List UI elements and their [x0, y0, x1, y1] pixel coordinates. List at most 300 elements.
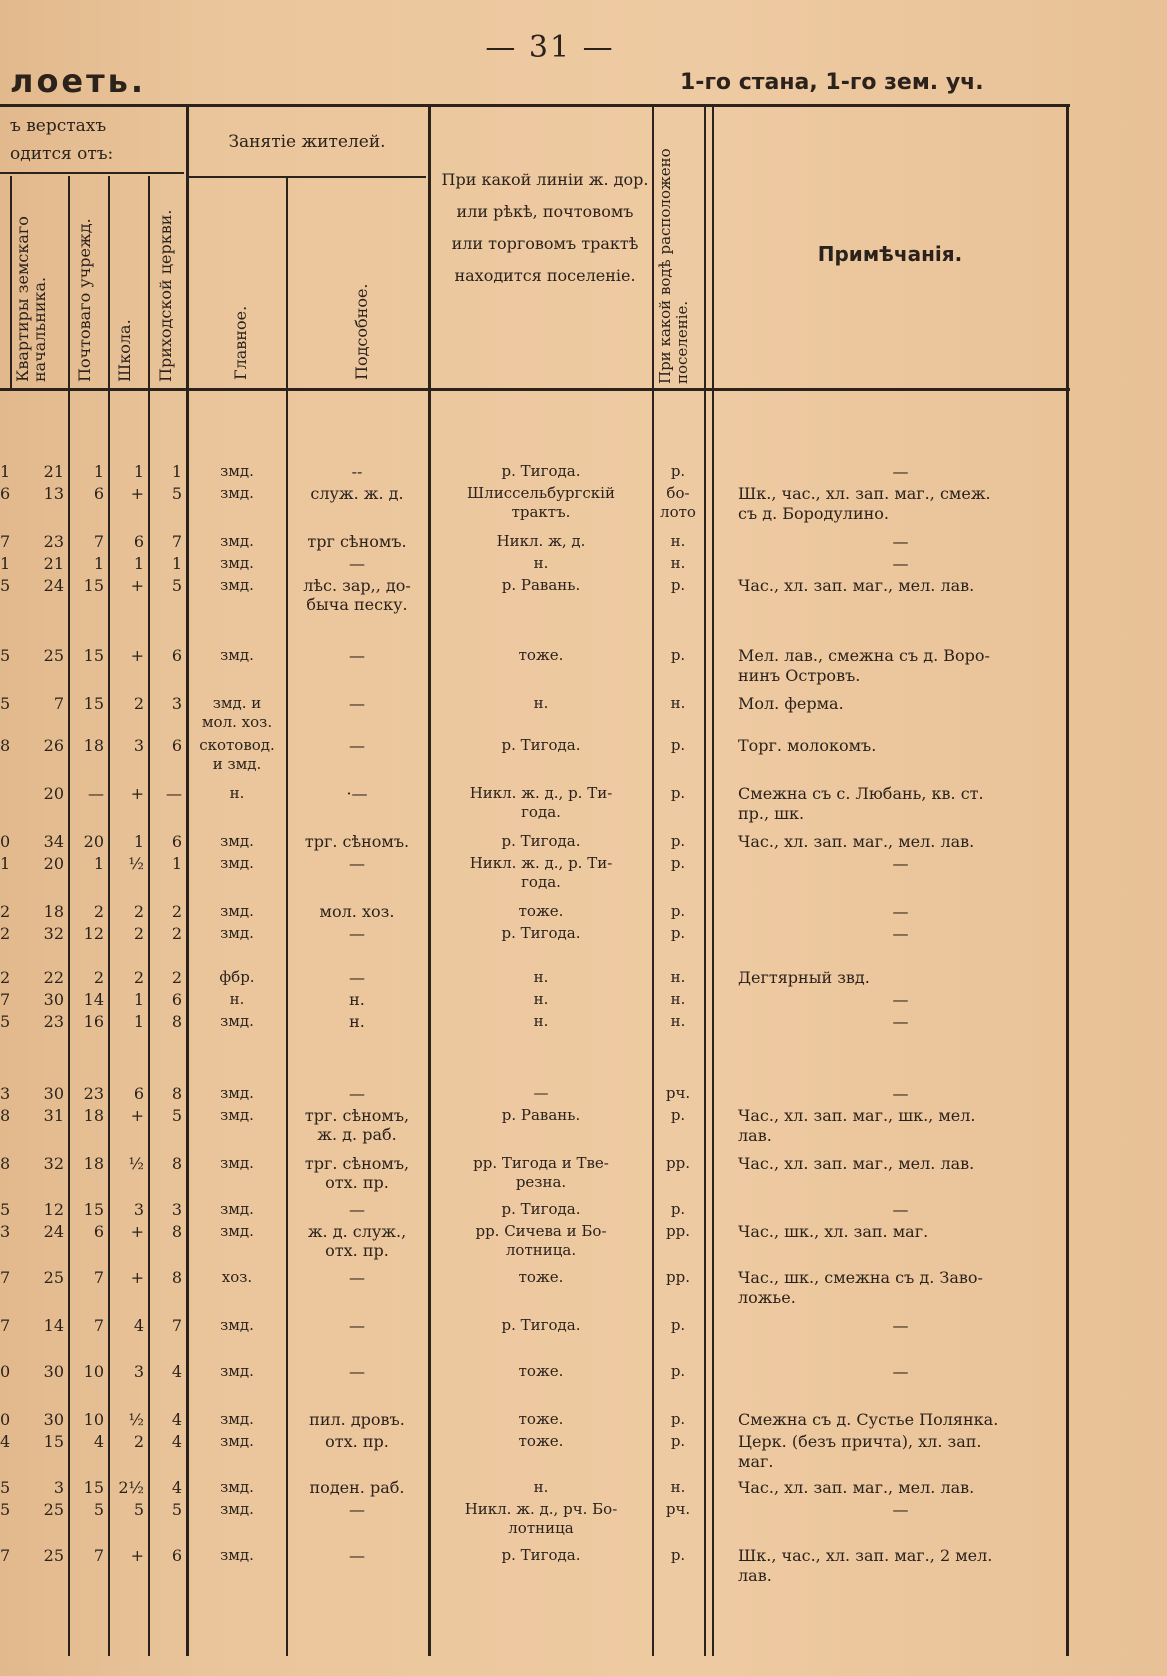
margin-cell: 2 [0, 924, 11, 943]
d1-cell: 26 [43, 736, 64, 755]
occupation-sub-cell: — [349, 1500, 365, 1519]
d4-cell: 4 [171, 1478, 182, 1497]
margin-cell: 7 [0, 532, 11, 551]
margin-cell: 5 [0, 694, 11, 713]
d3-cell: 2 [133, 924, 144, 943]
d1-cell: 25 [43, 646, 64, 665]
col-rule [712, 104, 714, 1656]
d1-cell: 32 [43, 1154, 64, 1173]
notes-cell: — [892, 532, 909, 551]
route-cell: н. [533, 1478, 549, 1496]
occupation-main-cell: змд. [220, 924, 254, 942]
route-cell: р. Тигода. [501, 736, 581, 754]
notes-cell: Шк., час., хл. зап. маг., смеж. съ д. Бородулино. [738, 484, 991, 523]
d4-cell: 7 [171, 532, 182, 551]
distance-group-header: ъ верстахъ одится отъ: [10, 116, 114, 164]
d1-cell: 30 [43, 1084, 64, 1103]
d3-cell: 6 [133, 1084, 144, 1103]
left-title: лоеть. [10, 62, 147, 100]
occupation-sub-cell: лѣс. зар,, до- быча песку. [303, 576, 411, 614]
notes-cell: Мел. лав., смежна съ д. Воро- нинъ Островъ. [738, 646, 990, 685]
d3-cell: 3 [133, 1200, 144, 1219]
d4-cell: 6 [171, 646, 182, 665]
notes-column-header: Примѣчанія. [817, 242, 963, 266]
occupation-sub-cell: — [349, 1200, 365, 1219]
d2-cell: 6 [93, 1222, 104, 1241]
d2-cell: 23 [83, 1084, 104, 1103]
water-cell: н. [670, 990, 686, 1008]
notes-cell: Смежна съ с. Любань, кв. ст. пр., шк. [738, 784, 984, 823]
notes-cell: Церк. (безъ причта), хл. зап. маг. [738, 1432, 982, 1471]
d2-cell: 15 [83, 646, 104, 665]
d3-cell: 2 [133, 694, 144, 713]
margin-cell: 5 [0, 1500, 11, 1519]
route-cell: Никл. ж, д. [496, 532, 586, 550]
margin-cell: 5 [0, 1012, 11, 1031]
d3-cell: ½ [128, 1410, 144, 1429]
margin-cell: 5 [0, 646, 11, 665]
d3-cell: 2 [133, 968, 144, 987]
route-cell: — [533, 1084, 549, 1102]
d3-cell: 5 [133, 1500, 144, 1519]
route-cell: н. [533, 1012, 549, 1030]
d3-cell: 1 [133, 462, 144, 481]
occupation-sub-cell: — [349, 1268, 365, 1287]
water-cell: р. [670, 646, 686, 664]
d4-cell: 1 [171, 554, 182, 573]
col-rule [428, 104, 431, 1656]
occupation-main-cell: змд. [220, 1106, 254, 1124]
notes-cell: — [892, 990, 909, 1009]
notes-cell: Час., хл. зап. маг., мел. лав. [738, 576, 975, 595]
d2-cell: 15 [83, 1478, 104, 1497]
route-cell: р. Тигода. [501, 1200, 581, 1218]
route-cell: Никл. ж. д., р. Ти- года. [469, 854, 613, 891]
notes-cell: — [892, 1012, 909, 1031]
route-cell: тоже. [518, 1410, 564, 1428]
occupation-sub-cell: трг. сѣномъ. [304, 832, 410, 851]
margin-cell: 5 [0, 1478, 11, 1497]
margin-cell: 2 [0, 902, 11, 921]
d3-cell: 2 [133, 902, 144, 921]
d3-cell: 1 [133, 832, 144, 851]
d1-cell: 25 [43, 1546, 64, 1565]
occupation-main-cell: змд. [220, 576, 254, 594]
route-cell: тоже. [518, 902, 564, 920]
margin-cell: 8 [0, 1154, 11, 1173]
margin-cell: 0 [0, 1362, 11, 1381]
occupation-main-cell: змд. [220, 1500, 254, 1518]
d3-cell: + [130, 1106, 144, 1125]
occupation-sub-cell: н. [349, 990, 365, 1009]
d3-cell: + [130, 784, 144, 803]
occupation-sub-cell: поден. раб. [309, 1478, 405, 1497]
d3-cell: + [130, 484, 144, 503]
d3-cell: + [130, 646, 144, 665]
d2-cell: 1 [93, 554, 104, 573]
d1-cell: 34 [43, 832, 64, 851]
notes-cell: Дегтярный звд. [738, 968, 870, 987]
water-cell: р. [670, 1200, 686, 1218]
d2-cell: 7 [93, 1316, 104, 1335]
notes-cell: — [892, 1362, 909, 1381]
notes-cell: Шк., час., хл. зап. маг., 2 мел. лав. [738, 1546, 993, 1585]
d4-cell: 4 [171, 1432, 182, 1451]
occupation-sub-cell: — [349, 736, 365, 755]
d1-cell: 21 [43, 462, 64, 481]
occupation-main-cell: скотовод. и змд. [199, 736, 275, 773]
occupation-main-cell: змд. [220, 1362, 254, 1380]
water-cell: р. [670, 1546, 686, 1564]
margin-cell: 3 [0, 1222, 11, 1241]
occupation-group-header: Занятіе жителей. [228, 132, 386, 152]
water-cell: н. [670, 1478, 686, 1496]
margin-cell: 5 [0, 576, 11, 595]
route-cell: Никл. ж. д., рч. Бо- лотница [464, 1500, 618, 1537]
route-cell: н. [533, 694, 549, 712]
margin-cell: 6 [0, 484, 11, 503]
occupation-sub-cell: мол. хоз. [319, 902, 395, 921]
d4-cell: 2 [171, 924, 182, 943]
d1-cell: 3 [53, 1478, 64, 1497]
notes-cell: Час., шк., хл. зап. маг. [738, 1222, 929, 1241]
col-rule [10, 176, 12, 388]
water-cell: р. [670, 462, 686, 480]
d2-cell: 15 [83, 694, 104, 713]
occupation-main-cell: змд. [220, 1546, 254, 1564]
margin-cell: 0 [0, 832, 11, 851]
water-cell: рч. [665, 1084, 691, 1102]
col-rule [1066, 104, 1069, 1656]
notes-cell: — [892, 1200, 909, 1219]
occupation-main-cell: змд. [220, 1154, 254, 1172]
d3-cell: 1 [133, 554, 144, 573]
d3-cell: 1 [133, 1012, 144, 1031]
d2-cell: 7 [93, 1268, 104, 1287]
d2-cell: 2 [93, 902, 104, 921]
occupation-main-cell: змд. [220, 1012, 254, 1030]
d4-cell: 8 [171, 1268, 182, 1287]
route-cell: н. [533, 990, 549, 1008]
water-cell: р. [670, 1316, 686, 1334]
d1-header: Квартиры земскаго начальника. [13, 216, 49, 382]
notes-cell: Час., хл. зап. маг., мел. лав. [738, 832, 975, 851]
occupation-main-cell: змд. [220, 462, 254, 480]
d4-cell: 8 [171, 1222, 182, 1241]
right-title: 1-го стана, 1-го зем. уч. [680, 70, 984, 95]
occupation-main-cell: змд. [220, 554, 254, 572]
route-cell: р. Тигода. [501, 1316, 581, 1334]
occupation-sub-cell: — [349, 554, 365, 573]
col-rule [186, 104, 189, 1656]
water-cell: н. [670, 554, 686, 572]
occupation-main-cell: змд. [220, 1200, 254, 1218]
d4-cell: 6 [171, 736, 182, 755]
water-cell: рч. [665, 1500, 691, 1518]
d1-cell: 31 [43, 1106, 64, 1125]
group-rule-occupation [188, 176, 426, 178]
occupation-sub-cell: — [349, 924, 365, 943]
occupation-sub-cell: н. [349, 1012, 365, 1031]
d2-cell: 6 [93, 484, 104, 503]
margin-cell: 7 [0, 990, 11, 1009]
d1-cell: 23 [43, 1012, 64, 1031]
page-number: — 31 — [485, 30, 615, 65]
d3-cell: 2½ [118, 1478, 144, 1497]
d3-cell: 2 [133, 1432, 144, 1451]
top-rule [0, 104, 1070, 107]
water-cell: н. [670, 1012, 686, 1030]
occupation-main-cell: змд. [220, 532, 254, 550]
d2-header: Почтоваго учрежд. [75, 218, 94, 382]
d4-cell: 6 [171, 990, 182, 1009]
d1-cell: 24 [43, 576, 64, 595]
route-cell: н. [533, 968, 549, 986]
d2-cell: 14 [83, 990, 104, 1009]
d1-cell: 7 [53, 694, 64, 713]
notes-cell: Мол. ферма. [738, 694, 844, 713]
margin-cell: 1 [0, 462, 11, 481]
d4-cell: 8 [171, 1084, 182, 1103]
d3-cell: 6 [133, 532, 144, 551]
d4-cell: 8 [171, 1154, 182, 1173]
d4-cell: 8 [171, 1012, 182, 1031]
d4-header: Приходской церкви. [156, 209, 175, 382]
margin-cell: 7 [0, 1316, 11, 1335]
d2-cell: 18 [83, 1106, 104, 1125]
water-cell: н. [670, 694, 686, 712]
occupation-main-cell: змд. [220, 854, 254, 872]
route-cell: р. Тигода. [501, 462, 581, 480]
water-cell: рр. [666, 1154, 690, 1172]
water-cell: рр. [666, 1222, 690, 1240]
occupation-main-cell: змд. [220, 832, 254, 850]
water-cell: р. [670, 1362, 686, 1380]
d1-cell: 30 [43, 990, 64, 1009]
occupation-main-cell: хоз. [221, 1268, 253, 1286]
d2-cell: 16 [83, 1012, 104, 1031]
d3-cell: 3 [133, 736, 144, 755]
water-cell: н. [670, 968, 686, 986]
water-cell: р. [670, 832, 686, 850]
notes-cell: Час., хл. зап. маг., мел. лав. [738, 1154, 975, 1173]
group-rule-distance [0, 172, 184, 174]
d2-cell: 7 [93, 532, 104, 551]
d1-cell: 18 [43, 902, 64, 921]
notes-cell: — [892, 462, 909, 481]
d4-cell: 5 [171, 576, 182, 595]
d2-cell: 15 [83, 576, 104, 595]
d4-cell: 4 [171, 1362, 182, 1381]
water-header: При какой водѣ расположено поселеніе. [656, 148, 691, 384]
route-cell: тоже. [518, 1432, 564, 1450]
d1-cell: 13 [43, 484, 64, 503]
d1-cell: 12 [43, 1200, 64, 1219]
d4-cell: 5 [171, 1500, 182, 1519]
d2-cell: 1 [93, 854, 104, 873]
d1-cell: 24 [43, 1222, 64, 1241]
occupation-sub-cell: трг. сѣномъ, отх. пр. [304, 1154, 410, 1192]
d3-cell: + [130, 576, 144, 595]
d3-header: Школа. [115, 319, 134, 382]
route-cell: Шлиссельбургскій трактъ. [467, 484, 615, 521]
notes-cell: Смежна съ д. Сустье Полянка. [738, 1410, 999, 1429]
occupation-main-cell: фбр. [219, 968, 255, 986]
d4-cell: 1 [171, 854, 182, 873]
d4-cell: 5 [171, 1106, 182, 1125]
margin-cell: 7 [0, 1546, 11, 1565]
occupation-sub-cell: трг. сѣномъ, ж. д. раб. [304, 1106, 410, 1144]
d4-cell: 6 [171, 832, 182, 851]
route-cell: н. [533, 554, 549, 572]
d1-cell: 30 [43, 1410, 64, 1429]
occupation-sub-cell: — [349, 646, 365, 665]
occupation-sub-cell: ·— [346, 784, 368, 803]
d2-cell: 4 [93, 1432, 104, 1451]
occupation-sub-cell: — [349, 694, 365, 713]
margin-cell: 8 [0, 1106, 11, 1125]
occupation-sub-cell: — [349, 1546, 365, 1565]
d1-cell: 23 [43, 532, 64, 551]
d2-cell: 10 [83, 1362, 104, 1381]
notes-cell: — [892, 1084, 909, 1103]
margin-cell: 1 [0, 854, 11, 873]
margin-cell: 7 [0, 1268, 11, 1287]
margin-cell: 2 [0, 968, 11, 987]
occupation-main-cell: змд. [220, 484, 254, 502]
d4-cell: 5 [171, 484, 182, 503]
d3-cell: ½ [128, 1154, 144, 1173]
notes-cell: — [892, 554, 909, 573]
occupation-sub-cell: отх. пр. [325, 1432, 389, 1451]
notes-cell: — [892, 1316, 909, 1335]
route-cell: р. Тигода. [501, 924, 581, 942]
notes-cell: — [892, 1500, 909, 1519]
route-cell: рр. Тигода и Тве- резна. [473, 1154, 609, 1191]
d3-cell: ½ [128, 854, 144, 873]
water-cell: р. [670, 854, 686, 872]
occupation-main-cell: змд. [220, 646, 254, 664]
occupation-main-cell: н. [229, 990, 245, 1008]
d2-cell: 18 [83, 1154, 104, 1173]
occupation-sub-cell: — [349, 1362, 365, 1381]
d2-cell: 7 [93, 1546, 104, 1565]
notes-cell: — [892, 854, 909, 873]
occupation-sub-cell: служ. ж. д. [310, 484, 404, 503]
route-cell: рр. Сичева и Бо- лотница. [475, 1222, 607, 1259]
water-cell: р. [670, 1432, 686, 1450]
margin-cell: 3 [0, 1084, 11, 1103]
d2-cell: — [88, 784, 104, 803]
occupation-main-cell: змд. [220, 1222, 254, 1240]
col-rule [704, 104, 706, 1656]
d3-cell: + [130, 1546, 144, 1565]
route-cell: тоже. [518, 1268, 564, 1286]
d3-cell: + [130, 1268, 144, 1287]
header-bottom-rule [0, 388, 1070, 391]
notes-cell: Час., хл. зап. маг., шк., мел. лав. [738, 1106, 976, 1145]
occupation-sub-cell: ж. д. служ., отх. пр. [307, 1222, 407, 1260]
d4-cell: — [166, 784, 182, 803]
d4-cell: 6 [171, 1546, 182, 1565]
d1-cell: 25 [43, 1500, 64, 1519]
d2-cell: 2 [93, 968, 104, 987]
margin-cell: 0 [0, 1410, 11, 1429]
water-cell: р. [670, 1410, 686, 1428]
occupation-main-cell: змд. [220, 902, 254, 920]
water-cell: р. [670, 924, 686, 942]
d2-cell: 1 [93, 462, 104, 481]
occupation-main-cell: змд. [220, 1084, 254, 1102]
route-cell: р. Тигода. [501, 832, 581, 850]
notes-cell: — [892, 902, 909, 921]
occupation-sub-cell: пил. дровъ. [309, 1410, 405, 1429]
d2-cell: 18 [83, 736, 104, 755]
route-cell: р. Равань. [501, 576, 581, 594]
d1-cell: 14 [43, 1316, 64, 1335]
notes-cell: Час., хл. зап. маг., мел. лав. [738, 1478, 975, 1497]
route-cell: Никл. ж. д., р. Ти- года. [469, 784, 613, 821]
d4-cell: 3 [171, 1200, 182, 1219]
occ-main-header: Главное. [231, 305, 250, 380]
d4-cell: 2 [171, 968, 182, 987]
d3-cell: 1 [133, 990, 144, 1009]
occupation-main-cell: н. [229, 784, 245, 802]
d4-cell: 3 [171, 694, 182, 713]
d1-cell: 30 [43, 1362, 64, 1381]
water-cell: р. [670, 902, 686, 920]
margin-cell: 5 [0, 1200, 11, 1219]
d4-cell: 7 [171, 1316, 182, 1335]
d3-cell: 4 [133, 1316, 144, 1335]
water-cell: р. [670, 784, 686, 802]
margin-cell: 8 [0, 736, 11, 755]
d4-cell: 4 [171, 1410, 182, 1429]
d1-cell: 25 [43, 1268, 64, 1287]
occupation-sub-cell: трг сѣномъ. [307, 532, 407, 551]
route-column-header: При какой линіи ж. дор. или рѣкѣ, почтовомъ или торговомъ трактѣ находится поселеніе. [441, 170, 649, 285]
occupation-sub-cell: -- [351, 462, 363, 481]
route-cell: р. Тигода. [501, 1546, 581, 1564]
occupation-sub-cell: — [349, 968, 365, 987]
d2-cell: 12 [83, 924, 104, 943]
water-cell: рр. [666, 1268, 690, 1286]
occupation-main-cell: змд. [220, 1478, 254, 1496]
notes-cell: — [892, 924, 909, 943]
occupation-main-cell: змд. [220, 1432, 254, 1450]
d4-cell: 2 [171, 902, 182, 921]
d1-cell: 22 [43, 968, 64, 987]
notes-cell: Час., шк., смежна съ д. Заво- ложье. [738, 1268, 983, 1307]
water-cell: р. [670, 1106, 686, 1124]
notes-cell: Торг. молокомъ. [738, 736, 877, 755]
margin-cell: 4 [0, 1432, 11, 1451]
water-cell: бо- лото [660, 484, 696, 521]
occ-sub-header: Подсобное. [352, 283, 371, 380]
d1-cell: 21 [43, 554, 64, 573]
route-cell: тоже. [518, 1362, 564, 1380]
route-cell: тоже. [518, 646, 564, 664]
d4-cell: 1 [171, 462, 182, 481]
d1-cell: 20 [43, 854, 64, 873]
d1-cell: 20 [43, 784, 64, 803]
d3-cell: 3 [133, 1362, 144, 1381]
water-cell: р. [670, 736, 686, 754]
d2-cell: 20 [83, 832, 104, 851]
occupation-sub-cell: — [349, 854, 365, 873]
occupation-main-cell: змд. [220, 1410, 254, 1428]
d1-cell: 32 [43, 924, 64, 943]
